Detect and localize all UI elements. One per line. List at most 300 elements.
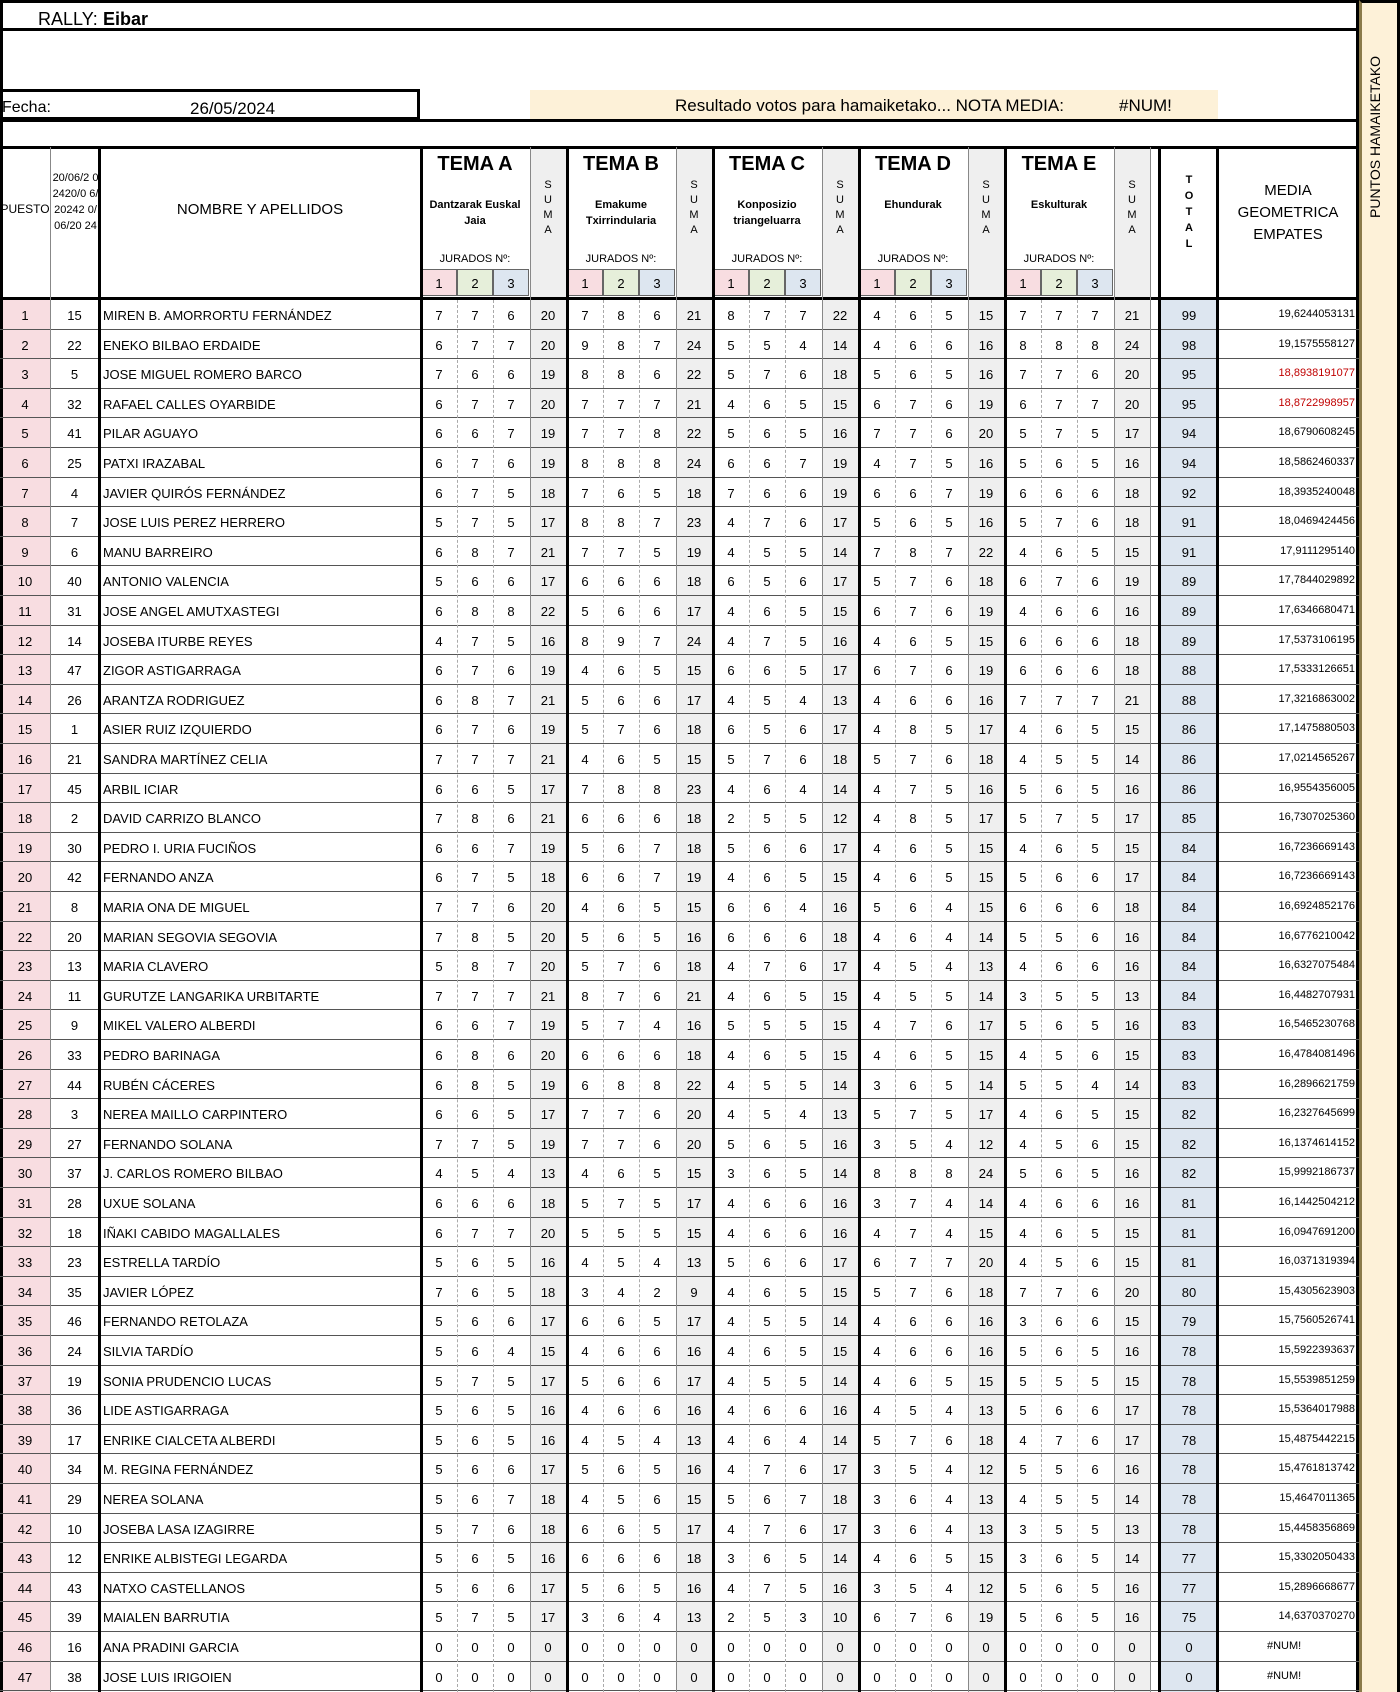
tema-sum: 19 <box>540 1018 556 1034</box>
media-cell: 18,3935240048 <box>1278 485 1355 498</box>
participant-number: 5 <box>70 367 79 383</box>
juror-score: 7 <box>1055 811 1063 827</box>
tema-sum: 22 <box>978 544 994 560</box>
resultado-text: Resultado votos para hamaiketako... NOTA MEDIA: <box>675 96 1064 115</box>
juror-score: 7 <box>653 396 661 412</box>
tema-sum: 17 <box>540 781 556 797</box>
tema-sum: 18 <box>540 1521 556 1537</box>
juror-score: 5 <box>507 1432 515 1448</box>
juror-score: 5 <box>1091 840 1099 856</box>
juror-score: 4 <box>1019 1048 1027 1063</box>
juror-score: 6 <box>909 1077 917 1093</box>
tema-title: TEMA E <box>1021 153 1097 175</box>
media-cell: 17,9111295140 <box>1280 544 1355 557</box>
puesto-cell: 13 <box>17 663 33 679</box>
puesto-cell: 19 <box>17 840 33 856</box>
juror-score: 6 <box>873 604 881 619</box>
juror-score: 6 <box>581 1048 589 1063</box>
juror-score: 6 <box>799 959 807 975</box>
participant-name: MANU BARREIRO <box>103 544 213 560</box>
juror-score: 7 <box>435 811 443 827</box>
table-row <box>0 774 1359 804</box>
juror-score: 0 <box>727 1669 735 1685</box>
juror-score: 5 <box>799 1373 807 1389</box>
juror-score: 5 <box>435 1314 443 1330</box>
juror-score: 5 <box>1091 1492 1099 1507</box>
juror-score: 4 <box>1019 1492 1027 1507</box>
juror-score: 7 <box>1091 396 1099 412</box>
tema-sum: 21 <box>686 988 702 1004</box>
media-cell: 14,6370370270 <box>1278 1610 1355 1623</box>
juror-score: 5 <box>1019 1610 1027 1626</box>
tema-sum: 15 <box>978 308 994 323</box>
juror-score: 5 <box>581 1018 589 1034</box>
tema-sum: 16 <box>978 337 994 353</box>
juror-score: 5 <box>909 959 917 975</box>
participant-name: PEDRO I. URIA FUCIÑOS <box>103 840 257 856</box>
table-row <box>0 1070 1359 1100</box>
juror-score: 5 <box>1055 988 1063 1004</box>
juror-score: 5 <box>581 840 589 856</box>
juror-score: 5 <box>435 1521 443 1537</box>
juror-score: 6 <box>653 308 661 323</box>
juror-score: 5 <box>1019 870 1027 886</box>
juror-score: 5 <box>945 1107 953 1123</box>
juror-score: 6 <box>945 1610 953 1626</box>
juror-score: 6 <box>471 1432 479 1448</box>
juror-number: 3 <box>639 269 675 296</box>
juror-score: 6 <box>799 840 807 856</box>
juror-score: 5 <box>507 1255 515 1271</box>
juror-score: 8 <box>581 515 589 531</box>
table-row <box>0 1040 1359 1070</box>
tema-sum: 21 <box>540 692 556 708</box>
juror-score: 5 <box>653 929 661 945</box>
juror-score: 4 <box>727 396 735 412</box>
juror-score: 8 <box>617 367 625 383</box>
media-cell: 16,9554356005 <box>1278 781 1355 794</box>
puesto-cell: 14 <box>17 692 33 708</box>
participant-number: 31 <box>67 604 82 619</box>
tema-sum: 17 <box>832 663 848 679</box>
juror-score: 4 <box>653 1610 661 1626</box>
juror-score: 4 <box>945 1492 953 1507</box>
tema-sum: 18 <box>686 840 702 856</box>
total-cell: 98 <box>1181 337 1197 353</box>
tema-sum: 20 <box>686 1136 702 1152</box>
juror-score: 2 <box>727 811 735 827</box>
tema-sum: 18 <box>686 485 702 501</box>
juror-score: 7 <box>909 396 917 412</box>
juror-score: 6 <box>507 663 515 679</box>
participant-number: 33 <box>67 1048 82 1063</box>
juror-score: 8 <box>945 1166 953 1182</box>
juror-score: 7 <box>581 426 589 442</box>
tema-sum: 14 <box>978 988 994 1004</box>
juror-score: 7 <box>471 456 479 471</box>
media-cell: 16,5465230768 <box>1278 1018 1355 1031</box>
juror-score: 6 <box>435 544 443 560</box>
juror-score: 4 <box>945 1403 953 1419</box>
juror-score: 5 <box>1091 1580 1099 1596</box>
juror-score: 5 <box>1091 1551 1099 1567</box>
juror-score: 4 <box>727 870 735 886</box>
juror-score: 6 <box>763 1551 771 1567</box>
juror-score: 6 <box>507 1462 515 1478</box>
juror-score: 6 <box>763 988 771 1004</box>
puesto-cell: 4 <box>21 396 29 412</box>
juror-score: 6 <box>909 515 917 531</box>
participant-number: 34 <box>67 1462 82 1478</box>
juror-score: 5 <box>435 1580 443 1596</box>
juror-score: 6 <box>909 337 917 353</box>
suma-header: S U M A <box>835 179 845 236</box>
juror-score: 6 <box>1019 574 1027 590</box>
total-cell: 89 <box>1181 633 1197 649</box>
juror-score: 6 <box>1091 1432 1099 1448</box>
total-header: T O T A L <box>1184 174 1194 250</box>
juror-score: 4 <box>799 900 807 915</box>
participant-name: ARANTZA RODRIGUEZ <box>103 692 245 708</box>
juror-score: 6 <box>945 604 953 619</box>
juror-score: 6 <box>799 574 807 590</box>
puesto-cell: 37 <box>17 1373 33 1389</box>
tema-sum: 15 <box>978 1373 994 1389</box>
juror-score: 7 <box>1055 308 1063 323</box>
juror-score: 6 <box>435 1225 443 1241</box>
tema-sum: 16 <box>1124 781 1140 797</box>
juror-score: 6 <box>435 1077 443 1093</box>
juror-score: 5 <box>1019 1344 1027 1359</box>
column-divider <box>858 147 861 1692</box>
total-cell: 78 <box>1181 1492 1197 1507</box>
tema-sum: 19 <box>540 456 556 471</box>
juror-number: 2 <box>603 269 639 296</box>
participant-number: 36 <box>67 1403 82 1419</box>
juror-score: 7 <box>909 456 917 471</box>
puesto-cell: 25 <box>17 1018 33 1034</box>
juror-score: 6 <box>617 574 625 590</box>
juror-score: 6 <box>1055 1551 1063 1567</box>
fecha-label: Fecha: <box>2 99 51 116</box>
tema-sum: 18 <box>540 485 556 501</box>
juror-score: 7 <box>507 1225 515 1241</box>
tema-sum: 18 <box>686 1551 702 1567</box>
juror-score: 6 <box>909 633 917 649</box>
tema-sum: 15 <box>686 1492 702 1507</box>
juror-score: 4 <box>873 929 881 945</box>
juror-score: 0 <box>1091 1640 1099 1655</box>
juror-score: 0 <box>909 1640 917 1655</box>
juror-score: 0 <box>763 1640 771 1655</box>
juror-score: 7 <box>1055 1284 1063 1300</box>
puesto-cell: 44 <box>17 1580 33 1596</box>
juror-score: 7 <box>581 396 589 412</box>
tema-sum: 16 <box>978 456 994 471</box>
juror-score: 6 <box>727 574 735 590</box>
tema-sum: 16 <box>832 1580 848 1596</box>
juror-score: 5 <box>1091 811 1099 827</box>
participant-number: 12 <box>67 1551 82 1567</box>
tema-sum: 21 <box>1124 308 1140 323</box>
media-cell: 16,1374614152 <box>1278 1136 1355 1149</box>
juror-score: 4 <box>727 1432 735 1448</box>
media-cell: 17,5373106195 <box>1278 633 1355 646</box>
participant-name: SILVIA TARDÍO <box>103 1344 194 1359</box>
participant-name: ANA PRADINI GARCIA <box>103 1640 239 1655</box>
juror-score: 4 <box>727 1314 735 1330</box>
juror-score: 6 <box>1055 663 1063 679</box>
juror-score: 4 <box>873 1551 881 1567</box>
table-row <box>0 300 1359 330</box>
tema-sum: 21 <box>540 811 556 827</box>
juror-score: 6 <box>653 811 661 827</box>
juror-score: 7 <box>799 456 807 471</box>
column-divider <box>1004 147 1007 1692</box>
juror-score: 4 <box>727 781 735 797</box>
juror-score: 3 <box>873 1492 881 1507</box>
table-row <box>0 1366 1359 1396</box>
juror-score: 6 <box>1019 485 1027 501</box>
tema-sum: 21 <box>1124 692 1140 708</box>
juror-score: 4 <box>873 811 881 827</box>
tema-sum: 15 <box>832 988 848 1004</box>
tema-sum: 13 <box>978 1492 994 1507</box>
juror-score: 0 <box>763 1669 771 1685</box>
juror-number: 2 <box>749 269 785 296</box>
juror-score: 6 <box>873 396 881 412</box>
juror-score: 6 <box>1055 1107 1063 1123</box>
puesto-cell: 21 <box>17 900 33 915</box>
puesto-cell: 46 <box>17 1640 33 1655</box>
juror-score: 7 <box>581 1136 589 1152</box>
juror-score: 7 <box>1019 1284 1027 1300</box>
puesto-cell: 40 <box>17 1462 33 1478</box>
participant-name: NATXO CASTELLANOS <box>103 1580 246 1596</box>
juror-score: 0 <box>945 1669 953 1685</box>
juror-score: 5 <box>945 811 953 827</box>
table-row <box>0 803 1359 833</box>
juror-score: 6 <box>873 663 881 679</box>
juror-score: 3 <box>1019 1551 1027 1567</box>
juror-score: 6 <box>653 574 661 590</box>
juror-score: 7 <box>909 1255 917 1271</box>
tema-sum: 18 <box>1124 663 1140 679</box>
tema-sum: 0 <box>1128 1640 1136 1655</box>
juror-score: 6 <box>653 722 661 738</box>
media-cell: 19,6244053131 <box>1278 308 1355 320</box>
juror-number: 1 <box>1005 269 1041 296</box>
juror-score: 6 <box>909 485 917 501</box>
tema-sum: 16 <box>978 781 994 797</box>
total-cell: 0 <box>1185 1640 1193 1655</box>
participant-name: RUBÉN CÁCERES <box>103 1077 215 1093</box>
participant-number: 2 <box>70 811 79 827</box>
juror-score: 5 <box>945 1048 953 1063</box>
table-row <box>0 1336 1359 1366</box>
participant-name: JOSE LUIS IRIGOIEN <box>103 1669 232 1685</box>
juror-score: 6 <box>1091 900 1099 915</box>
participant-number: 29 <box>67 1492 82 1507</box>
juror-number: 3 <box>493 269 529 296</box>
juror-score: 6 <box>471 840 479 856</box>
juror-score: 4 <box>727 633 735 649</box>
tema-sum: 15 <box>978 1048 994 1063</box>
juror-score: 6 <box>1055 1580 1063 1596</box>
tema-sum: 17 <box>540 1314 556 1330</box>
juror-score: 5 <box>435 1344 443 1359</box>
tema-subtitle: Ehundurak <box>884 199 942 211</box>
juror-score: 6 <box>1055 544 1063 560</box>
juror-score: 5 <box>799 544 807 560</box>
juror-score: 3 <box>799 1610 807 1626</box>
juror-score: 6 <box>617 752 625 767</box>
juror-score: 3 <box>873 1077 881 1093</box>
column-divider <box>566 147 569 1692</box>
tema-sum: 17 <box>540 1610 556 1626</box>
juror-score: 7 <box>909 1225 917 1241</box>
juror-score: 7 <box>1055 692 1063 708</box>
column-divider <box>420 147 423 1692</box>
juror-score: 7 <box>763 959 771 975</box>
juror-score: 6 <box>581 1314 589 1330</box>
juror-score: 7 <box>471 900 479 915</box>
participant-name: NEREA MAILLO CARPINTERO <box>103 1107 288 1123</box>
jurados-label: JURADOS Nº: <box>877 253 949 265</box>
participant-number: 17 <box>67 1432 82 1448</box>
media-cell: 15,4647011365 <box>1279 1492 1355 1504</box>
tema-sum: 17 <box>832 574 848 590</box>
juror-score: 7 <box>471 722 479 738</box>
juror-score: 5 <box>435 1403 443 1419</box>
juror-score: 6 <box>653 1492 661 1507</box>
participant-name: FERNANDO RETOLAZA <box>103 1314 248 1330</box>
juror-score: 5 <box>727 752 735 767</box>
total-cell: 84 <box>1181 870 1197 886</box>
juror-score: 7 <box>617 426 625 442</box>
tema-sum: 21 <box>540 544 556 560</box>
juror-score: 5 <box>727 1018 735 1034</box>
juror-score: 5 <box>581 722 589 738</box>
tema-sum: 18 <box>832 752 848 767</box>
media-cell: 16,1442504212 <box>1278 1196 1355 1208</box>
tema-sum: 16 <box>686 1344 702 1359</box>
rally-label: RALLY: <box>38 9 98 29</box>
juror-score: 9 <box>581 337 589 353</box>
juror-score: 6 <box>581 574 589 590</box>
juror-score: 4 <box>727 604 735 619</box>
table-row <box>0 448 1359 478</box>
juror-number: 1 <box>859 269 895 296</box>
juror-score: 4 <box>1019 1196 1027 1211</box>
juror-score: 6 <box>1055 604 1063 619</box>
juror-score: 8 <box>581 988 589 1004</box>
juror-score: 6 <box>763 1432 771 1448</box>
juror-score: 5 <box>945 840 953 856</box>
juror-score: 5 <box>909 988 917 1004</box>
tema-sum: 19 <box>978 663 994 679</box>
juror-score: 6 <box>435 426 443 442</box>
juror-score: 6 <box>507 811 515 827</box>
juror-score: 4 <box>727 1403 735 1419</box>
juror-score: 7 <box>763 1580 771 1596</box>
juror-score: 7 <box>507 426 515 442</box>
juror-score: 6 <box>799 752 807 767</box>
juror-score: 8 <box>653 426 661 442</box>
juror-score: 6 <box>1091 663 1099 679</box>
juror-score: 7 <box>909 1196 917 1211</box>
media-cell: 16,7307025360 <box>1278 811 1355 824</box>
juror-score: 5 <box>507 1610 515 1626</box>
juror-score: 7 <box>763 308 771 323</box>
juror-score: 4 <box>1091 1077 1099 1093</box>
table-row <box>0 418 1359 448</box>
participant-number: 27 <box>67 1136 82 1152</box>
juror-score: 6 <box>617 1314 625 1330</box>
tema-sum: 14 <box>832 337 848 353</box>
participant-name: JOSEBA LASA IZAGIRRE <box>103 1521 255 1537</box>
table-row <box>0 1454 1359 1484</box>
juror-score: 5 <box>873 1432 881 1448</box>
tema-sum: 19 <box>978 1610 994 1626</box>
juror-score: 5 <box>1091 426 1099 442</box>
juror-score: 7 <box>873 426 881 442</box>
total-cell: 86 <box>1181 781 1197 797</box>
juror-score: 5 <box>581 692 589 708</box>
juror-score: 8 <box>471 1077 479 1093</box>
media-cell: 16,0947691200 <box>1278 1225 1355 1238</box>
juror-score: 6 <box>471 1314 479 1330</box>
juror-score: 5 <box>1055 1136 1063 1152</box>
juror-score: 5 <box>909 1403 917 1419</box>
juror-score: 4 <box>1019 1225 1027 1241</box>
tema-sum: 16 <box>686 1403 702 1419</box>
total-cell: 78 <box>1181 1373 1197 1389</box>
tema-sum: 15 <box>1124 840 1140 856</box>
tema-sum: 18 <box>686 574 702 590</box>
juror-score: 6 <box>763 1255 771 1271</box>
juror-score: 5 <box>763 1314 771 1330</box>
juror-score: 5 <box>1019 929 1027 945</box>
juror-score: 7 <box>507 337 515 353</box>
tema-sum: 17 <box>1124 811 1140 827</box>
participant-name: FERNANDO ANZA <box>103 870 214 886</box>
juror-score: 0 <box>507 1669 515 1685</box>
juror-score: 7 <box>653 337 661 353</box>
tema-sum: 18 <box>978 1284 994 1300</box>
tema-sum: 15 <box>686 663 702 679</box>
juror-score: 0 <box>471 1640 479 1655</box>
juror-score: 8 <box>471 959 479 975</box>
juror-score: 5 <box>799 426 807 442</box>
juror-score: 5 <box>799 1048 807 1063</box>
juror-score: 4 <box>873 456 881 471</box>
juror-score: 5 <box>945 633 953 649</box>
juror-score: 6 <box>1091 870 1099 886</box>
juror-score: 7 <box>945 544 953 560</box>
juror-score: 7 <box>945 1255 953 1271</box>
juror-score: 6 <box>435 1018 443 1034</box>
participant-name: JOSE LUIS PEREZ HERRERO <box>103 515 286 531</box>
juror-score: 5 <box>617 1432 625 1448</box>
juror-score: 7 <box>873 544 881 560</box>
juror-score: 5 <box>653 900 661 915</box>
juror-score: 5 <box>581 959 589 975</box>
juror-score: 6 <box>763 1196 771 1211</box>
tema-sum: 15 <box>686 1166 702 1182</box>
juror-score: 8 <box>1055 337 1063 353</box>
juror-score: 7 <box>471 515 479 531</box>
